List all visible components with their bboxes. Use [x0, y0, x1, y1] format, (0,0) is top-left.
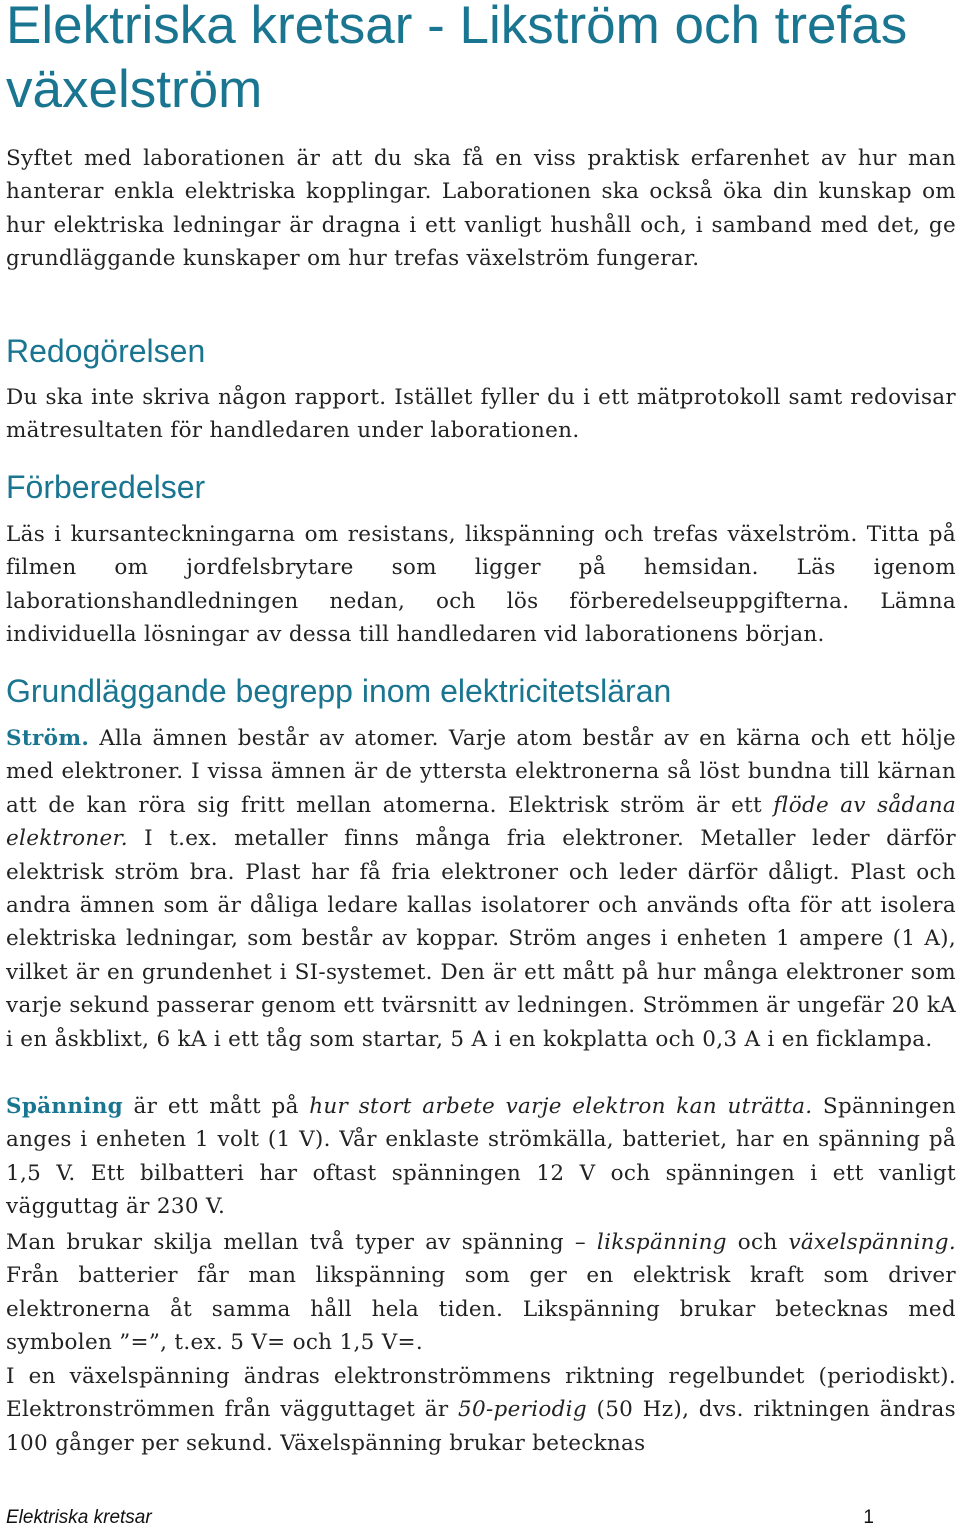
heading-forberedelser: Förberedelser	[6, 469, 206, 505]
vaxelspanning-paragraph	[6, 1360, 956, 1460]
footer-title: Elektriska kretsar	[6, 1507, 152, 1528]
page-title: Elektriska kretsar - Likström och trefas växelström	[6, 0, 908, 119]
strom-text-a: Alla ämnen består av atomer. Varje atom består av en kärna och ett hölje med elektroner. I vissa ämnen är de yttersta elektronerna så löst bundna till kärnan att de kan röra sig fritt mellan atomerna. Elektrisk ström är ett	[6, 726, 956, 818]
spanning-text-a: är ett mått på	[123, 1094, 310, 1119]
strom-paragraph	[6, 722, 956, 1056]
typer-emphasis-vaxelspanning: växelspänning.	[788, 1230, 956, 1255]
spanning-emphasis: hur stort arbete varje elektron kan uträtta.	[309, 1094, 813, 1119]
typer-text-b: och	[726, 1230, 789, 1255]
typer-text-c: Från batterier får man likspänning som ger en elektrisk kraft som driver elektronerna åt samma håll hela tiden. Likspänning brukar betecknas med symbolen ”=”, t.ex. 5 V= och 1,5 V=.	[6, 1263, 956, 1356]
spanningstyper-paragraph	[6, 1226, 956, 1360]
typer-emphasis-likspanning: likspänning	[596, 1230, 727, 1255]
typer-text-a: Man brukar skilja mellan två typer av spänning –	[6, 1230, 597, 1255]
vaxel-emphasis: 50-periodig	[458, 1397, 587, 1423]
intro-paragraph: Syftet med laborationen är att du ska få en viss praktisk erfarenhet av hur man hanterar enkla elektriska kopplingar. Laborationen ska också öka din kunskap om hur elektriska ledningar är dragna i ett vanligt hushåll och, i samband med det, ge grundläggande kunskaper om hur trefas växelström fungerar.	[6, 146, 956, 272]
strom-emphasis: flöde av sådana elektroner.	[6, 792, 956, 852]
strom-text-b: I t.ex. metaller finns många fria elektroner. Metaller leder därför elektrisk ström bra. Plast har få fria elektroner och leder därför dåligt. Plast och andra ämnen som är dåliga ledare kallas isolatorer och används ofta för att isolera elektriska ledningar, som består av koppar. Ström anges i enheten 1 ampere (1 A), vilket är en grundenhet i SI-systemet. Den är ett mått på hur många elektroner som varje sekund passerar genom ett tvärsnitt av ledningen. Strömmen är ungefär 20 kA i en åskblixt, 6 kA i ett tåg som startar, 5 A i en kokplatta och 0,3 A i en ficklampa.	[6, 826, 956, 1052]
vaxel-text-b: (50 Hz), dvs. riktningen ändras 100 gånger per sekund. Växelspänning brukar betecknas	[6, 1397, 956, 1456]
redogorelsen-paragraph: Du ska inte skriva någon rapport. Istället fyller du i ett mätprotokoll samt redovisar mätresultaten för handledaren under laborationen.	[6, 385, 956, 444]
vaxel-text-a: I en växelspänning ändras elektronströmmens riktning regelbundet (periodiskt). Elektronströmmen från vägguttaget är	[6, 1364, 956, 1423]
forberedelser-paragraph: Läs i kursanteckningarna om resistans, likspänning och trefas växelström. Titta på filmen om jordfelsbrytare som ligger på hemsidan. Läs igenom laborationshandledningen nedan, och lös förberedelseuppgifterna. Lämna individuella lösningar av dessa till handledaren vid laborationens början.	[6, 522, 956, 648]
spanning-text-b: Spänningen anges i enheten 1 volt (1 V). Vår enklaste strömkälla, batteriet, har en spänning på 1,5 V. Ett bilbatteri har oftast spänningen 12 V och spänningen i ett vanligt vägguttag är 230 V.	[6, 1094, 956, 1220]
heading-redogorelsen: Redogörelsen	[6, 333, 206, 369]
term-strom: Ström.	[6, 726, 90, 751]
page-number: 1	[863, 1507, 874, 1528]
spanning-paragraph	[6, 1090, 956, 1224]
term-spanning: Spänning	[6, 1094, 123, 1119]
heading-grundlaggande-begrepp: Grundläggande begrepp inom elektricitetsläran	[6, 673, 672, 709]
